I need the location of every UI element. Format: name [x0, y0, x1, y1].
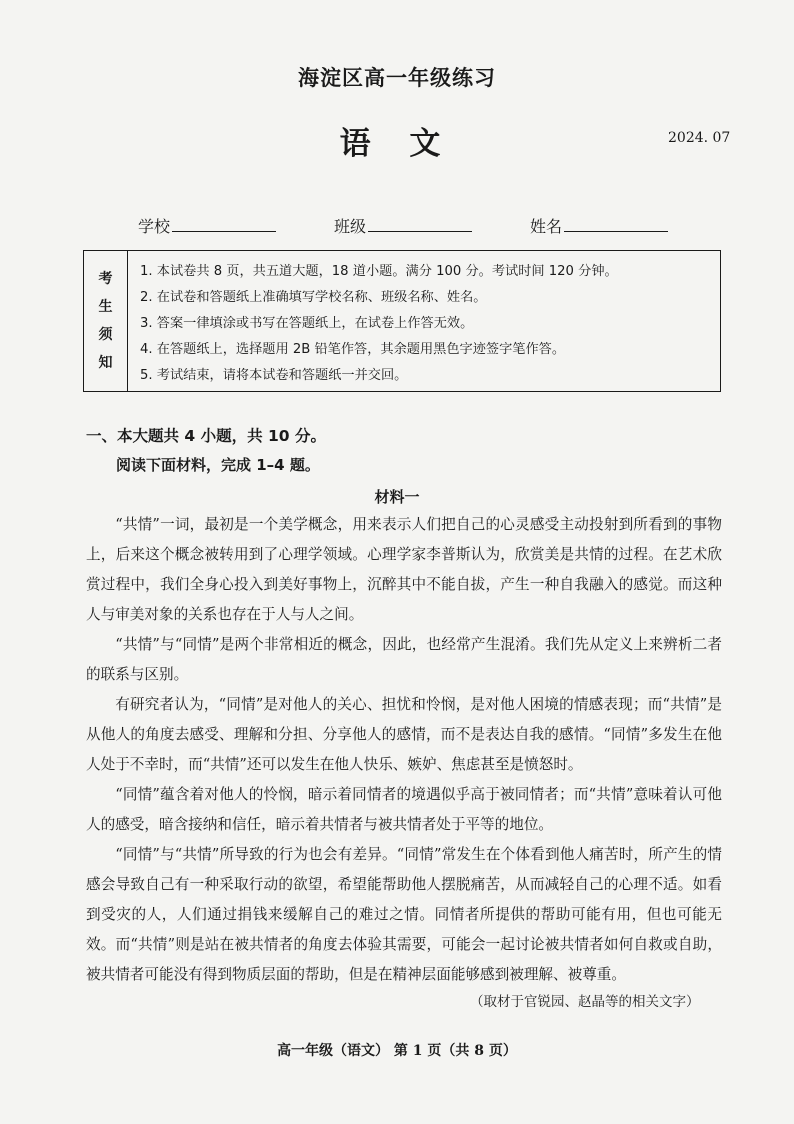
notice-label-char: 须	[98, 327, 113, 343]
name-blank-line[interactable]	[564, 215, 668, 232]
section-heading: 一、本大题共 4 小题，共 10 分。	[86, 427, 326, 445]
exam-notice-box	[83, 250, 721, 392]
notice-item: 1. 本试卷共 8 页，共五道大题，18 道小题。满分 100 分。考试时间 120 分钟。	[140, 264, 618, 279]
paragraph: “同情”与“共情”所导致的行为也会有差异。“同情”常发生在个体看到他人痛苦时，所产生的情感会导致自己有一种采取行动的欲望，希望能帮助他人摆脱痛苦，从而减轻自己的心理不适。如看到受灾的人，人们通过捐钱来缓解自己的难过之情。同情者所提供的帮助可能有用，但也可能无效。而“共情”则是站在被共情者的角度去体验其需要，可能会一起讨论被共情者如何自救或自助，被共情者可能没有得到物质层面的帮助，但是在精神层面能够感到被理解、被尊重。	[86, 846, 722, 983]
class-field[interactable]	[334, 214, 472, 237]
notice-item: 2. 在试卷和答题纸上准确填写学校名称、班级名称、姓名。	[140, 290, 487, 305]
paragraph: “共情”一词，最初是一个美学概念，用来表示人们把自己的心灵感受主动投射到所看到的事物上，后来这个概念被转用到了心理学领域。心理学家李普斯认为，欣赏美是共情的过程。在艺术欣赏过程中，我们全身心投入到美好事物上，沉醉其中不能自拔，产生一种自我融入的感觉。而这种人与审美对象的关系也存在于人与人之间。	[86, 516, 722, 623]
notice-label-char: 知	[98, 355, 113, 371]
paragraph: “同情”蕴含着对他人的怜悯，暗示着同情者的境遇似乎高于被同情者；而“共情”意味着认可他人的感受，暗含接纳和信任，暗示着共情者与被共情者处于平等的地位。	[86, 786, 722, 833]
page-footer: 高一年级（语文） 第 1 页（共 8 页）	[277, 1043, 517, 1059]
material-body	[86, 510, 722, 990]
notice-item: 3. 答案一律填涂或书写在答题纸上，在试卷上作答无效。	[140, 316, 474, 331]
subject-title: 语 文	[339, 126, 455, 162]
paragraph: 有研究者认为，“同情”是对他人的关心、担忧和怜悯，是对他人困境的情感表现；而“共情”是从他人的角度去感受、理解和分担、分享他人的感情，而不是表达自我的感情。“同情”多发生在他人处于不幸时，而“共情”还可以发生在他人快乐、嫉妒、焦虑甚至是愤怒时。	[86, 696, 722, 773]
name-field[interactable]	[530, 214, 668, 237]
exam-date: 2024. 07	[668, 130, 731, 146]
material-title: 材料一	[374, 488, 420, 506]
student-info-row	[0, 214, 794, 238]
reading-instruction: 阅读下面材料，完成 1–4 题。	[116, 456, 320, 474]
notice-label-char: 考	[98, 271, 113, 287]
exam-title: 海淀区高一年级练习	[298, 65, 496, 90]
notice-label-char: 生	[98, 299, 113, 315]
class-blank-line[interactable]	[368, 215, 472, 232]
paragraph: “共情”与“同情”是两个非常相近的概念，因此，也经常产生混淆。我们先从定义上来辨析二者的联系与区别。	[86, 636, 722, 683]
notice-item: 5. 考试结束，请将本试卷和答题纸一并交回。	[140, 368, 408, 383]
notice-item: 4. 在答题纸上，选择题用 2B 铅笔作答，其余题用黑色字迹签字笔作答。	[140, 342, 566, 357]
notice-items	[140, 259, 714, 389]
class-label: 班级	[334, 217, 367, 236]
name-label: 姓名	[530, 217, 563, 236]
notice-label	[84, 251, 128, 391]
school-field[interactable]	[138, 214, 276, 237]
school-blank-line[interactable]	[172, 215, 276, 232]
school-label: 学校	[138, 217, 171, 236]
source-citation: （取材于官锐园、赵晶等的相关文字）	[470, 994, 700, 1010]
